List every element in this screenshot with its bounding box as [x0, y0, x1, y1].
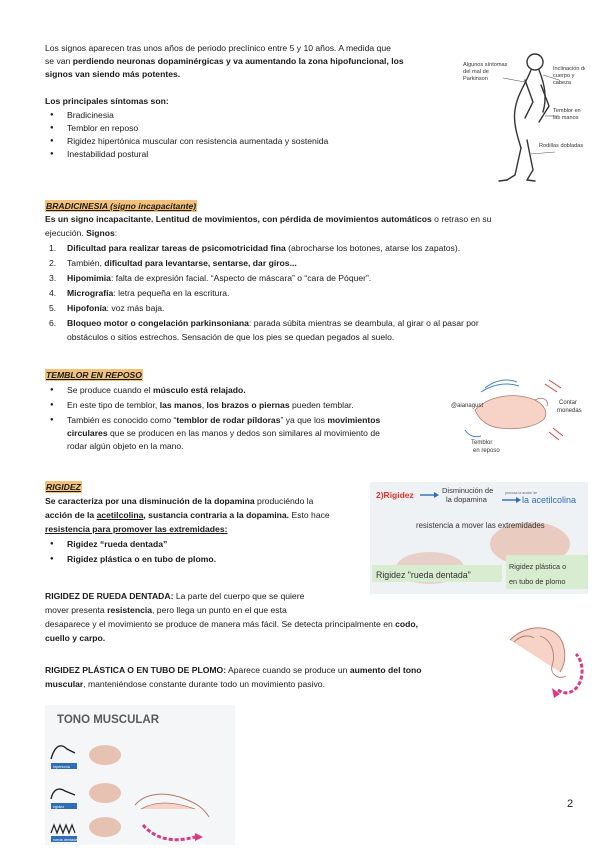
arm-rigidity-illustration [500, 610, 590, 705]
diagram-text: la dopamina [446, 495, 487, 504]
list-item: ● Inestabilidad postural [45, 148, 328, 161]
rigidez-heading: RIGIDEZ [46, 482, 81, 492]
tono-label: hipertonía [53, 765, 70, 769]
fig1-label: cabeza [553, 80, 572, 86]
temblor-heading: TEMBLOR EN REPOSO [46, 370, 142, 380]
resting-tremor-figure [445, 370, 585, 455]
rueda-line-4: cuello y carpo. [45, 633, 106, 643]
fig2-label: Temblor [471, 440, 493, 446]
list-item: ● Bradicinesia [45, 109, 328, 122]
rigidez-diagram-label: 2)Rigidez [376, 490, 414, 500]
list-item: 4. Micrografía: letra pequeña en la escritura. [49, 288, 230, 298]
list-item: ● Rigidez hipertónica muscular con resistencia aumentada y sostenida [45, 135, 328, 148]
list-item: 5. Hipofonía: voz más baja. [49, 303, 165, 313]
list-item: ● Rigidez plástica o en tubo de plomo. [45, 553, 216, 566]
bradicinesia-signs-list [45, 242, 575, 344]
principales-heading: Los principales síntomas son: [45, 96, 169, 106]
tono-label: rigidez [53, 805, 65, 809]
rigidez-p1: Se caracteriza por una disminución de la dopamina produciéndo la [45, 496, 314, 506]
list-item: ● También es conocido como “temblor de rodar píldoras” ya que los movimientos circulares que se producen en las manos y dedos son similares al movimiento de rodar algún objeto en la mano. [45, 414, 425, 453]
intro-line-3: signos van siendo más potentes. [45, 69, 181, 79]
list-item: 2. También, dificultad para levantarse, sentarse, dar giros... [49, 258, 297, 268]
plastica-line-2: muscular, manteniéndose constante durante todo un movimiento pasivo. [45, 679, 325, 689]
list-item: ● En este tipo de temblor, las manos, los brazos o piernas pueden temblar. [45, 399, 425, 412]
list-item: 6. Bloqueo motor o congelación parkinsoniana: parada súbita mientras se deambula, al girar o al pasar por [49, 318, 479, 328]
tono-title: TONO MUSCULAR [57, 714, 160, 726]
list-item: 3. Hipomimia: falta de expresión facial. “Aspecto de máscara” o “cara de Póquer”. [49, 273, 372, 283]
temblor-list [45, 384, 425, 453]
intro-line-1: Los signos aparecen tras unos años de periodo preclínico entre 5 y 10 años. A medida que [45, 43, 391, 53]
fig1-label: del mal de [463, 69, 489, 75]
rigidez-diagram-svg [370, 482, 588, 594]
diagram-text: provoca la acción de [505, 491, 538, 495]
list-item-continuation: obstáculos o sitios estrechos. Sensación de que los pies se quedan pegados al suelo. [67, 332, 395, 342]
fig2-label: monedas [557, 408, 582, 414]
diagram-text: Rigidez "rueda dentada" [376, 570, 471, 580]
list-item: 1. Dificultad para realizar tareas de psicomotricidad fina (abrocharse los botones, atarse los zapatos). [49, 243, 461, 253]
intro-line-2: se van perdiendo neuronas dopaminérgicas y va aumentando la zona hipofuncional, los [45, 56, 404, 66]
diagram-text: Rigidez plástica o [509, 562, 567, 571]
rueda-line-2: mover presenta resistencia, pero llega un punto en el que esta [45, 605, 287, 615]
diagram-text: en tubo de plomo [509, 577, 566, 586]
parkinson-figure-illustration [455, 40, 585, 190]
page-number: 2 [567, 798, 574, 810]
parkinson-symptoms-figure [455, 40, 585, 190]
fig1-label: cuerpo y [553, 73, 575, 79]
tono-muscular-figure [45, 705, 235, 845]
principales-list [45, 109, 328, 161]
arm-rigidity-figure [500, 610, 590, 705]
list-item: ● Rigidez “rueda dentada” [45, 538, 216, 551]
plastica-line-1: RIGIDEZ PLÁSTICA O EN TUBO DE PLOMO: Aparece cuando se produce un aumento del tono [45, 665, 422, 675]
tono-muscular-illustration [45, 705, 235, 845]
fig1-label: las manos [553, 115, 579, 121]
bradicinesia-desc-2: ejecución. Signos: [45, 228, 118, 238]
rigidez-p3: resistencia para promover las extremidades: [45, 524, 228, 534]
fig1-label: Inclinación de [553, 66, 585, 72]
fig1-label: Rodillas dobladas [539, 143, 584, 149]
fig1-label: Temblor en [553, 108, 581, 114]
hand-tremor-illustration [445, 370, 585, 455]
diagram-text: resistencia a mover las extremidades [416, 521, 545, 530]
rueda-line-3: desaparece y el movimiento se produce de manera más fácil. Se detecta principalmente en codo, [45, 619, 419, 629]
list-item: ● Se produce cuando el músculo está relajado. [45, 384, 425, 397]
bradicinesia-heading: BRADICINESIA (signo incapacitante) [46, 201, 197, 211]
rigidez-p2: acción de la acetilcolina, sustancia contraria a la dopamina. Esto hace [45, 510, 330, 520]
rueda-line-1: RIGIDEZ DE RUEDA DENTADA: La parte del cuerpo que se quiere [45, 591, 305, 601]
fig2-label: @aianagust [451, 403, 484, 409]
diagram-text: Disminución de [442, 486, 494, 495]
tono-label: rueda dentada [53, 838, 78, 842]
rigidez-list [45, 538, 216, 566]
bradicinesia-desc-1: Es un signo incapacitante. Lentitud de movimientos, con pérdida de movimientos automáticos o retraso en su [45, 214, 492, 224]
fig1-label: Parkinson [463, 76, 488, 82]
list-item: ● Temblor en reposo [45, 122, 328, 135]
fig1-label: Algunos síntomas [463, 62, 508, 68]
diagram-text: la acetilcolina [522, 495, 577, 505]
fig2-label: en reposo [473, 448, 500, 454]
rigidez-diagram [370, 482, 588, 594]
fig2-label: Contar [559, 400, 578, 406]
